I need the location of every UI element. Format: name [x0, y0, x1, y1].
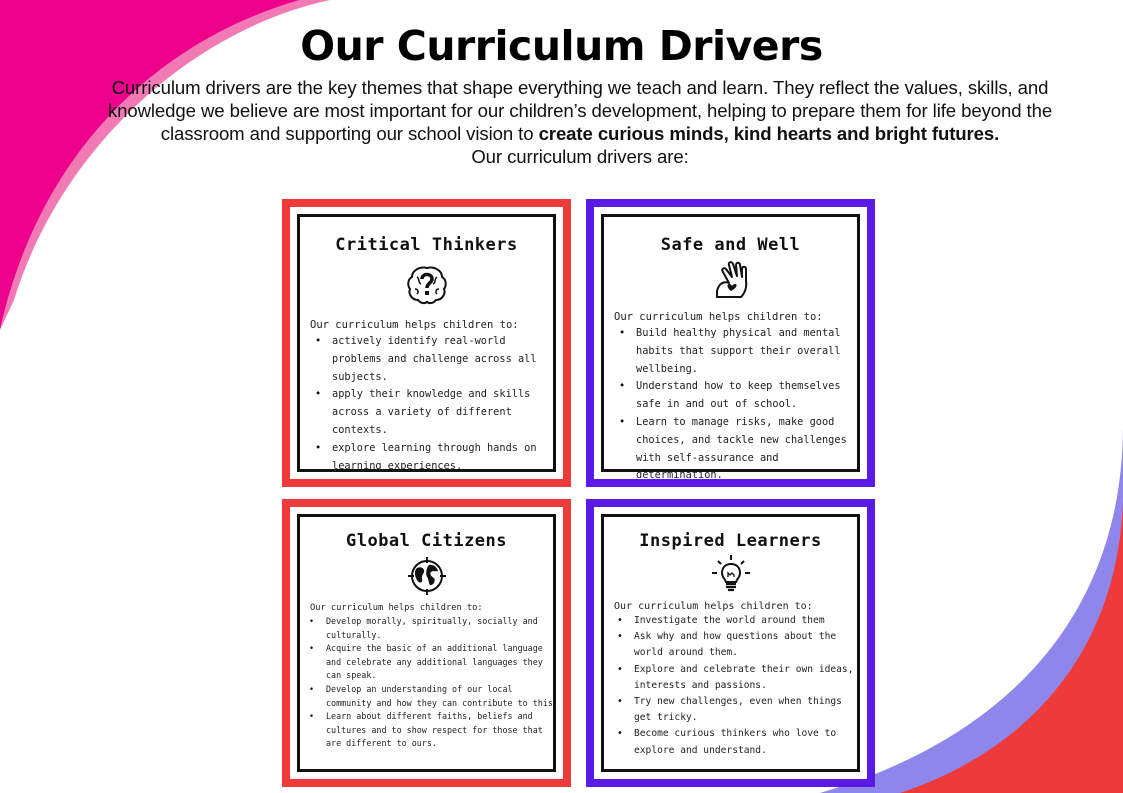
- card-list: [332, 333, 542, 475]
- list-item: • Acquire the basic of an additional language and celebrate any additional languages they can speak.: [326, 642, 560, 683]
- card-title: Safe and Well: [660, 235, 801, 255]
- card-title: Critical Thinkers: [335, 235, 518, 255]
- card-inner-frame: [601, 514, 860, 772]
- intro-vision-bold: create curious minds, kind hearts and bright futures.: [538, 123, 1000, 144]
- brain-question-icon: [405, 263, 449, 307]
- intro-paragraph: [100, 76, 1060, 168]
- card-critical-thinkers: [282, 199, 571, 487]
- list-item: • Investigate the world around them: [634, 613, 856, 629]
- list-item: • explore learning through hands on learning experiences.: [332, 440, 542, 476]
- list-item: • Develop morally, spiritually, socially and culturally.: [326, 615, 560, 642]
- list-item: • apply their knowledge and skills across a variety of different contexts.: [332, 386, 542, 439]
- list-item: • Try new challenges, even when things get tricky.: [634, 694, 856, 726]
- card-global-citizens: [282, 499, 571, 787]
- card-title: Global Citizens: [345, 531, 508, 551]
- card-lead: Our curriculum helps children to:: [614, 311, 823, 323]
- card-lead: Our curriculum helps children to:: [310, 319, 519, 331]
- list-item: • Learn to manage risks, make good choices, and tackle new challenges with self-assurance and determination.: [636, 414, 854, 485]
- list-item: • Develop an understanding of our local community and how they can contribute to this.: [326, 683, 560, 710]
- card-list: [636, 325, 854, 485]
- list-item: • Explore and celebrate their own ideas, interests and passions.: [634, 662, 856, 694]
- lightbulb-icon: [709, 553, 753, 597]
- card-inspired-learners: [586, 499, 875, 787]
- intro-text: Curriculum drivers are the key themes that shape everything we teach and learn. They reflect the values, skills, and knowledge we believe are most important for our children’s development, helping to prepare them for life beyond the classroom and supporting our school vision to: [107, 77, 1053, 144]
- card-title: Inspired Learners: [639, 531, 822, 551]
- card-inner-frame: [601, 214, 860, 482]
- card-list: [326, 615, 560, 751]
- list-item: • Build healthy physical and mental habits that support their overall wellbeing.: [636, 325, 854, 378]
- globe-icon: [406, 555, 448, 597]
- page-title: Our Curriculum Drivers: [300, 22, 823, 70]
- hand-heart-icon: [711, 261, 751, 301]
- card-list: [634, 613, 856, 759]
- card-lead: Our curriculum helps children to:: [310, 603, 483, 613]
- card-safe-and-well: [586, 199, 875, 487]
- list-item: • Understand how to keep themselves safe in and out of school.: [636, 378, 854, 414]
- list-item: • Learn about different faiths, beliefs and cultures and to show respect for those that are different to ours.: [326, 710, 560, 751]
- card-inner-frame: [297, 514, 556, 772]
- card-inner-frame: [297, 214, 556, 472]
- card-lead: Our curriculum helps children to:: [614, 601, 813, 612]
- list-item: • Ask why and how questions about the world around them.: [634, 629, 856, 661]
- list-item: • actively identify real-world problems and challenge across all subjects.: [332, 333, 542, 386]
- drivers-intro: Our curriculum drivers are:: [471, 146, 689, 167]
- list-item: • Become curious thinkers who love to explore and understand.: [634, 726, 856, 758]
